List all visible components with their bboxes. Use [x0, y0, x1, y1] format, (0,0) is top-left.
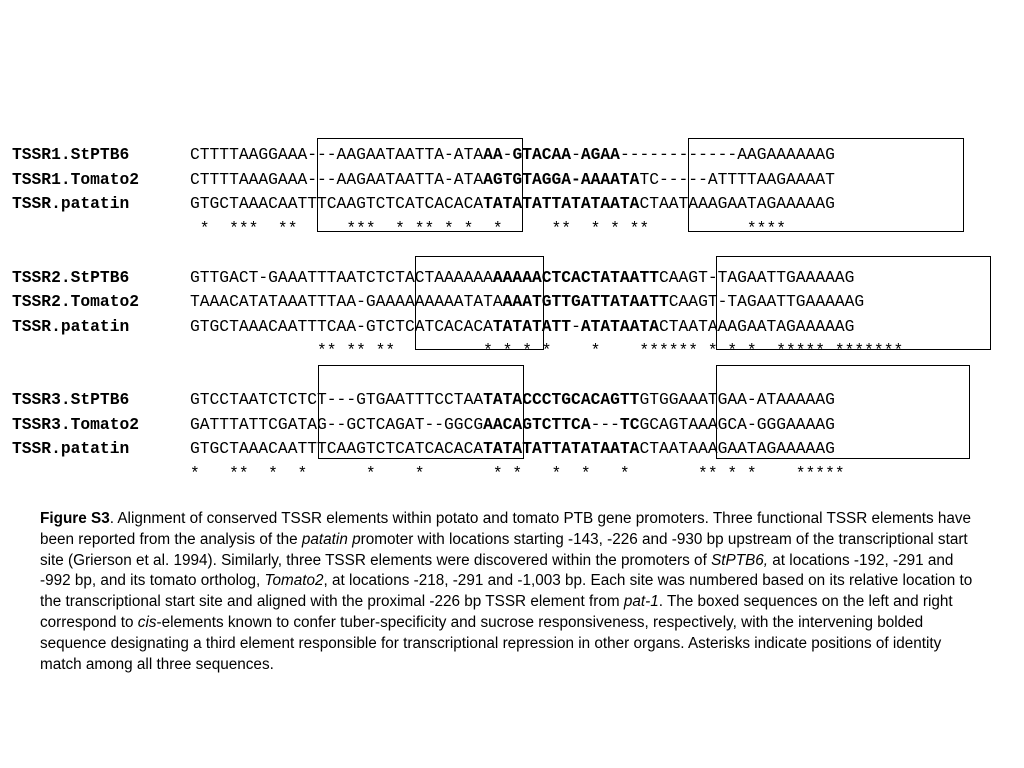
sequence-label: TSSR.patatin	[12, 194, 130, 213]
bold-segment: TATATATT	[492, 316, 572, 336]
segment: TC-----ATTTTAAGAAAAT	[639, 169, 835, 189]
segment: GTTGACT-GAAATTTAATCTCTACTAAAAAA	[190, 267, 493, 287]
sequence-label: TSSR1.Tomato2	[12, 169, 140, 189]
bold-segment: AACAGTCTTCA	[483, 414, 591, 434]
alignment-row	[12, 168, 903, 193]
alignment-row	[12, 437, 903, 462]
identity-row	[12, 339, 903, 364]
identity-row	[12, 217, 903, 242]
segment: GTGCTAAACAATTTCAAGTCTCATCACACA	[190, 439, 484, 458]
bold-segment: GTACAA	[512, 145, 572, 164]
caption-segment: . Alignment of conserved TSSR elements within potato and tomato PTB gene promoters. Three functional TSSR elements have been reported from the analysis of the	[40, 510, 972, 548]
alignment-row	[12, 266, 903, 291]
block-spacer	[12, 241, 903, 266]
alignment-row	[12, 388, 903, 413]
segment: -	[502, 145, 513, 164]
sequence	[190, 266, 854, 291]
bold-segment: ATATAATA	[580, 316, 660, 336]
figure-caption	[40, 509, 975, 675]
alignment-block	[12, 388, 903, 486]
bold-segment: TATATATTATATAATA	[483, 439, 640, 458]
sequence	[190, 413, 835, 438]
bold-segment: TATACCCTGCACAGTT	[483, 390, 640, 409]
identity-asterisks	[190, 217, 786, 242]
sequence-label: TSSR2.Tomato2	[12, 292, 140, 311]
caption-segment: romoter with locations starting -143, -226 and -930 bp upstream of the transcriptional start site (Grierson et al. 1994). Similarly, three TSSR elements were discovered within the promoters of	[40, 530, 968, 569]
segment: ---	[590, 414, 620, 434]
segment: CTTTTAAAGAAA---AAGAATAATTA-ATA	[190, 169, 484, 189]
bold-segment: TC	[619, 414, 640, 434]
alignment-block	[12, 266, 903, 364]
segment: ------------AAGAAAAAAG	[619, 145, 835, 164]
segment: CTAATAAAGAATAGAAAAAG	[639, 194, 835, 213]
caption-segment: Figure S3	[40, 510, 110, 527]
sequence	[190, 143, 835, 168]
caption-segment: , at locations -218, -291 and -1,003 bp. Each site was numbered based on its relative location to the transcriptional start site and aligned with the proximal -226 bp TSSR element from	[40, 572, 973, 611]
sequence	[190, 315, 854, 340]
bold-segment: AA	[483, 145, 503, 164]
bold-segment: AGAA	[580, 145, 620, 164]
sequence-label	[12, 217, 190, 242]
bold-segment: AAAAACTCACTATAATT	[492, 267, 659, 287]
sequence-label: TSSR.patatin	[12, 439, 130, 458]
sequence-label: TSSR1.StPTB6	[12, 145, 130, 164]
segment: * ** * * * * * * * * * ** * * *****	[190, 463, 845, 483]
segment: -	[571, 316, 581, 336]
sequence-label	[12, 462, 190, 487]
caption-segment: -elements known to confer tuber-specificity and sucrose responsiveness, respectively, with the intervening bolded sequence designating a third element responsible for transcriptional repression in other organs. Asterisks indicate positions of identity match among all three sequences.	[40, 613, 942, 673]
sequence	[190, 388, 835, 413]
caption-segment: . The boxed sequences on the left and right correspond to	[40, 593, 953, 631]
sequence-label: TSSR.patatin	[12, 316, 130, 336]
alignment-row	[12, 315, 903, 340]
segment: GTCCTAATCTCTCT---GTGAATTTCCTAA	[190, 390, 484, 409]
segment: GTGCTAAACAATTTCAA-GTCTCATCACACA	[190, 316, 493, 336]
caption-segment: cis	[137, 613, 157, 631]
caption-segment: at locations -192, -291 and -992 bp, and its tomato ortholog,	[40, 551, 954, 590]
alignment-block	[12, 143, 903, 241]
alignment-row	[12, 413, 903, 438]
caption-segment: StPTB6,	[711, 551, 769, 569]
sequence-label	[12, 339, 190, 364]
segment: -	[571, 145, 581, 164]
caption-segment: pat-1	[623, 593, 659, 611]
sequence	[190, 168, 835, 193]
caption-segment: patatin p	[301, 530, 361, 548]
sequence	[190, 192, 835, 217]
identity-row	[12, 462, 903, 487]
sequence-label: TSSR3.Tomato2	[12, 414, 140, 434]
segment: GATTTATTCGATAG--GCTCAGAT--GGCG	[190, 414, 484, 434]
segment: GTGGAAATGAA-ATAAAAAG	[639, 390, 835, 409]
sequence	[190, 437, 835, 462]
segment: GTGCTAAACAATTTCAAGTCTCATCACACA	[190, 194, 484, 213]
segment: GCAGTAAAGCA-GGGAAAAG	[639, 414, 835, 434]
bold-segment: AAATGTTGATTATAATT	[502, 292, 669, 311]
alignment-row	[12, 143, 903, 168]
identity-asterisks	[190, 462, 845, 487]
segment: CAAGT-TAGAATTGAAAAAG	[659, 267, 855, 287]
segment: TAAACATATAAATTTAA-GAAAAAAAAATATA	[190, 292, 503, 311]
alignment-row	[12, 192, 903, 217]
bold-segment: TATATATTATATAATA	[483, 194, 640, 213]
segment: CTTTTAAGGAAA---AAGAATAATTA-ATA	[190, 145, 484, 164]
identity-asterisks	[190, 339, 903, 364]
caption-segment: Tomato2	[264, 572, 324, 590]
segment: ** ** ** * * * * * ****** * * * ***** *******	[190, 341, 904, 360]
sequence-label: TSSR2.StPTB6	[12, 267, 130, 287]
alignment-row	[12, 290, 903, 315]
sequence-alignment	[12, 143, 903, 486]
segment: * *** ** *** * ** * * * ** * * ** ****	[190, 218, 786, 238]
sequence-label: TSSR3.StPTB6	[12, 390, 130, 409]
segment: CAAGT-TAGAATTGAAAAAG	[668, 292, 865, 311]
segment: CTAATAAAGAATAGAAAAAG	[659, 316, 855, 336]
sequence	[190, 290, 864, 315]
bold-segment: AGTGTAGGA-AAAATA	[483, 169, 640, 189]
segment: CTAATAAAGAATAGAAAAAG	[639, 439, 835, 458]
block-spacer	[12, 364, 903, 389]
